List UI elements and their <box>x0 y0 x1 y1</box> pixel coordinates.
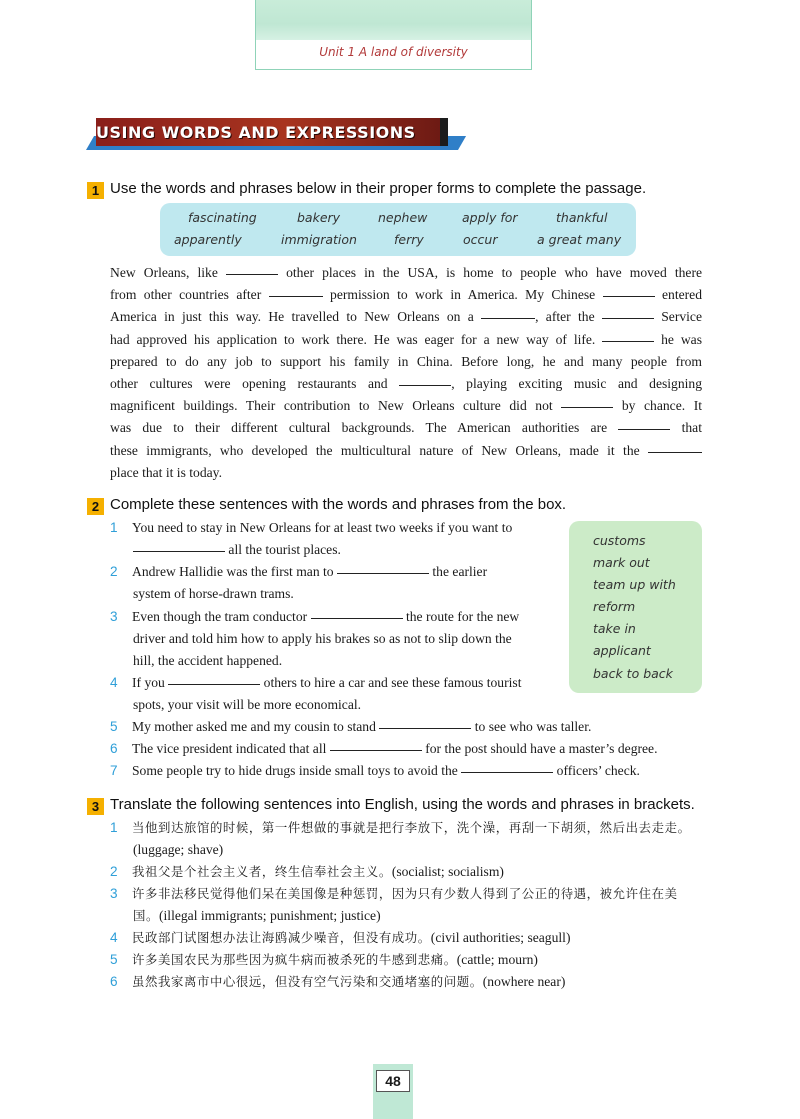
item-text: driver and told him how to apply his brakes so as not to slip down the <box>133 631 512 646</box>
item-text: You need to stay in New Orleans for at least two weeks if you want to <box>132 520 513 535</box>
item-number: 3 <box>110 609 118 624</box>
word-bank-item: thankful <box>556 210 608 225</box>
header-tint <box>256 0 531 40</box>
blank <box>133 551 225 552</box>
exercise-2-item <box>110 517 512 539</box>
exercise-2-item <box>110 760 640 782</box>
exercise-3-item <box>110 817 691 839</box>
item-number: 1 <box>110 820 118 835</box>
item-hint: (nowhere near) <box>482 974 566 989</box>
passage-text: other cultures were opening restaurants and <box>110 375 388 391</box>
exercise-2-item <box>110 672 521 694</box>
item-number: 3 <box>110 886 118 901</box>
exercise-1-heading <box>87 180 646 199</box>
word-bank-item: applicant <box>593 643 651 659</box>
section-banner <box>86 116 458 154</box>
passage-text: New Orleans, like <box>110 265 218 280</box>
exercise-2-item-cont <box>133 539 341 561</box>
page-number: 48 <box>376 1070 410 1092</box>
item-number: 6 <box>110 974 118 989</box>
exercise-3-item <box>110 949 538 971</box>
blank <box>226 274 278 275</box>
passage-line <box>110 417 702 439</box>
exercise-3-item <box>110 971 565 993</box>
item-chinese: 虽然我家离市中心很远，但没有空气污染和交通堵塞的问题。 <box>132 974 483 989</box>
blank <box>603 296 655 297</box>
exercise-1-instruction: Use the words and phrases below in their proper forms to complete the passage. <box>110 180 647 197</box>
passage-text: was due to their different cultural backgrounds. The American authorities are <box>110 420 608 436</box>
item-hint: (cattle; mourn) <box>456 952 538 967</box>
passage-text: , after the <box>535 309 595 325</box>
passage-text: permission to work in America. My Chinese <box>330 287 596 303</box>
exercise-2-item-cont <box>133 628 512 650</box>
item-chinese: 我祖父是个社会主义者，终生信奉社会主义。 <box>132 864 392 879</box>
passage-line <box>110 284 702 306</box>
word-bank-item: a great many <box>537 232 622 247</box>
blank <box>648 452 702 453</box>
unit-header-tab <box>255 0 532 70</box>
item-text: the earlier <box>432 564 488 579</box>
exercise-2-item <box>110 738 658 760</box>
exercise-3-item-cont <box>133 839 223 861</box>
exercise-2-item-cont <box>133 583 294 605</box>
blank <box>481 318 535 319</box>
blank <box>399 385 451 386</box>
passage-text: magnificent buildings. Their contribution to New Orleans culture did not <box>110 398 553 414</box>
passage-text: from other countries after <box>110 287 262 303</box>
passage-line <box>110 329 702 351</box>
passage-line <box>110 462 702 484</box>
word-bank-item: ferry <box>394 232 424 247</box>
blank <box>330 750 422 751</box>
passage-text: Service <box>661 309 702 325</box>
section-title: USING WORDS AND EXPRESSIONS <box>96 123 416 142</box>
item-number: 5 <box>110 952 118 967</box>
item-number: 6 <box>110 741 118 756</box>
item-text: hill, the accident happened. <box>133 653 283 668</box>
exercise-3-item <box>110 861 504 883</box>
item-text: the route for the new <box>405 609 520 624</box>
passage-text: these immigrants, who developed the multicultural nature of New Orleans, made it the <box>110 442 640 458</box>
blank <box>602 341 654 342</box>
item-text: system of horse-drawn trams. <box>133 586 294 601</box>
blank <box>168 684 260 685</box>
word-bank-item: mark out <box>593 555 650 571</box>
word-bank-item: team up with <box>593 577 676 593</box>
item-chinese: 许多美国农民为那些因为疯牛病而被杀死的牛感到悲痛。 <box>132 952 457 967</box>
exercise-3-heading <box>87 796 695 815</box>
word-bank-item: fascinating <box>188 210 257 225</box>
item-hint: (socialist; socialism) <box>391 864 504 879</box>
item-text: officers’ check. <box>556 763 640 778</box>
blank <box>379 728 471 729</box>
word-bank-item: occur <box>463 232 498 247</box>
blank <box>337 573 429 574</box>
item-hint: (civil authorities; seagull) <box>430 930 571 945</box>
passage-text: America in just this way. He travelled to New Orleans on a <box>110 309 474 325</box>
item-number: 2 <box>110 864 118 879</box>
exercise-3-item <box>110 927 570 949</box>
passage-text: by chance. It <box>621 398 703 414</box>
word-bank-2 <box>569 521 702 693</box>
passage-text: that <box>681 420 702 436</box>
exercise-2-item-cont <box>133 650 282 672</box>
item-chinese: 国。 <box>133 908 159 923</box>
item-text: to see who was taller. <box>474 719 592 734</box>
blank <box>269 296 323 297</box>
blank <box>461 772 553 773</box>
item-text: Andrew Hallidie was the first man to <box>132 564 334 579</box>
item-number: 4 <box>110 930 118 945</box>
item-number: 5 <box>110 719 118 734</box>
blank <box>561 407 613 408</box>
item-text: Even though the tram conductor <box>132 609 308 624</box>
passage-line <box>110 373 702 395</box>
item-number: 2 <box>110 564 118 579</box>
exercise-3-item <box>110 883 678 905</box>
item-text: spots, your visit will be more economical. <box>133 697 362 712</box>
unit-label: Unit 1 A land of diversity <box>319 45 468 59</box>
item-text: all the tourist places. <box>228 542 341 557</box>
word-bank-item: apply for <box>462 210 518 225</box>
item-text: If you <box>132 675 165 690</box>
exercise-2-item <box>110 716 591 738</box>
item-text: My mother asked me and my cousin to stand <box>132 719 376 734</box>
blank <box>602 318 654 319</box>
passage-text: place that it is today. <box>110 464 222 480</box>
exercise-2-instruction: Complete these sentences with the words and phrases from the box. <box>110 496 567 513</box>
passage-text: prepared to do any job to support his family in China. Before long, he and many people from <box>110 353 702 369</box>
word-bank-item: bakery <box>297 210 341 225</box>
item-number: 4 <box>110 675 118 690</box>
passage-text: other places in the USA, is home to people who have moved there <box>286 265 703 280</box>
exercise-2-item <box>110 561 487 583</box>
item-chinese: 当他到达旅馆的时候，第一件想做的事就是把行李放下，洗个澡，再刮一下胡须，然后出去走走。 <box>132 820 691 835</box>
exercise-3-instruction: Translate the following sentences into English, using the words and phrases in brackets. <box>110 796 695 813</box>
passage <box>110 262 702 484</box>
exercise-2-item-cont <box>133 694 361 716</box>
word-bank-item: back to back <box>593 665 673 681</box>
word-bank-item: apparently <box>174 232 242 247</box>
blank <box>618 429 670 430</box>
exercise-number-badge: 2 <box>87 498 104 515</box>
word-bank-item: take in <box>593 621 636 637</box>
word-bank-item: nephew <box>378 210 428 225</box>
passage-text: had approved his application to work there. He was eager for a new way of life. <box>110 331 596 347</box>
item-chinese: 许多非法移民觉得他们呆在美国像是种惩罚，因为只有少数人得到了公正的待遇，被允许住在美 <box>132 886 678 901</box>
item-text: Some people try to hide drugs inside small toys to avoid the <box>132 763 458 778</box>
word-bank-item: customs <box>593 533 646 548</box>
passage-line <box>110 306 702 328</box>
passage-text: , playing exciting music and designing <box>451 375 703 391</box>
exercise-3-item-cont <box>133 905 381 927</box>
word-bank-item: reform <box>593 599 636 615</box>
item-hint: (illegal immigrants; punishment; justice) <box>158 908 381 923</box>
item-number: 7 <box>110 763 118 778</box>
item-text: others to hire a car and see these famous tourist <box>263 675 522 690</box>
item-text: for the post should have a master’s degree. <box>425 741 658 756</box>
item-number: 1 <box>110 520 118 535</box>
passage-line <box>110 395 702 417</box>
exercise-2-item <box>110 606 519 628</box>
item-text: The vice president indicated that all <box>132 741 327 756</box>
passage-line <box>110 262 702 284</box>
item-hint: (luggage; shave) <box>133 842 224 857</box>
item-chinese: 民政部门试图想办法让海鸥减少噪音，但没有成功。 <box>132 930 431 945</box>
passage-text: entered <box>662 287 702 303</box>
passage-line <box>110 440 702 462</box>
exercise-2-heading <box>87 496 566 515</box>
passage-text: he was <box>661 331 702 347</box>
word-bank-item: immigration <box>281 232 357 247</box>
banner-bar <box>96 118 448 146</box>
exercise-number-badge: 3 <box>87 798 104 815</box>
blank <box>311 618 403 619</box>
exercise-number-badge: 1 <box>87 182 104 199</box>
passage-line <box>110 351 702 373</box>
word-bank-1 <box>160 203 636 256</box>
